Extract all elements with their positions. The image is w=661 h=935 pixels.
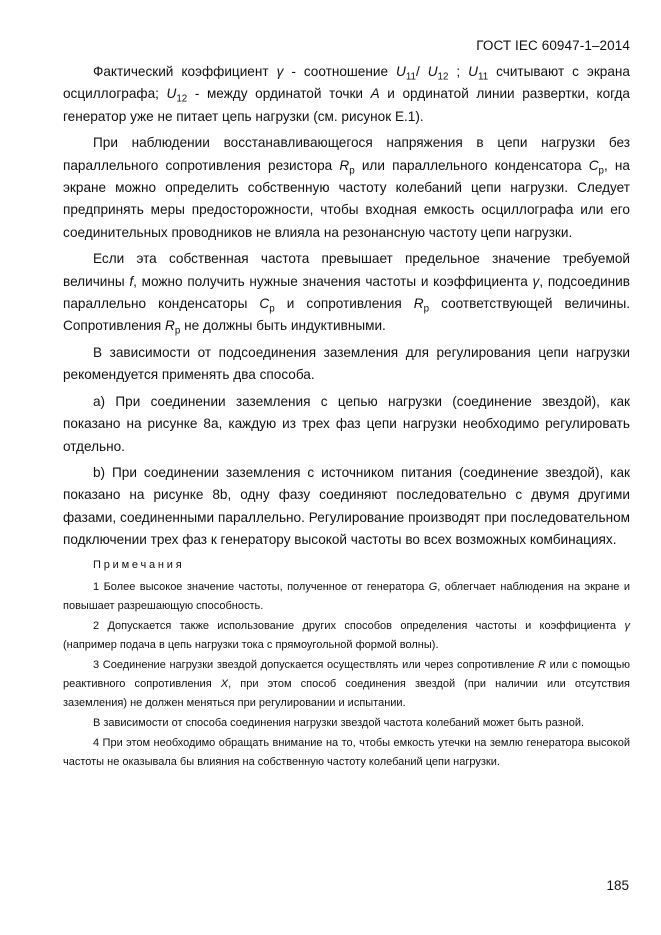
text-run: , облегчает наблюдения на экране и повышает разрешающую способность. <box>63 580 630 612</box>
text-run: 4 При этом необходимо обращать внимание на то, чтобы емкость утечки на землю генератора высокой частоты не оказывала бы влияния на собственную частоту колебаний цепи нагрузки. <box>63 736 630 768</box>
text-run: 2 Допускается также использование других способов определения частоты и коэффициента <box>93 619 625 632</box>
note <box>63 656 630 713</box>
italic-symbol: U <box>395 64 406 79</box>
italic-symbol: R <box>413 296 424 312</box>
text-run: Фактический коэффициент <box>93 64 277 79</box>
text-run: b) При соединении заземления с источником питания (соединение звездой), как показано на рисунке 8b, одну фазу соединяют последовательно с двумя другими фазами, соединенными параллельно. Регулирование производят при последовательном подключении трех фаз к генератору высокой частоты во всех возможных комбинациях. <box>63 464 630 548</box>
text-run: , можно получить нужные значения частоты и коэффициента <box>133 273 533 289</box>
text-run: В зависимости от подсоединения заземления для регулирования цепи нагрузки рекомендуется применять два способа. <box>63 344 630 383</box>
subscript-text: 11 <box>405 71 416 83</box>
subscript-text: 12 <box>437 71 449 83</box>
text-run: (например подача в цепь нагрузки тока с прямоугольной формой волны). <box>63 638 439 651</box>
italic-symbol: A <box>370 86 380 102</box>
italic-symbol: γ <box>624 619 630 632</box>
subscript-text: p <box>598 165 604 177</box>
italic-symbol: f <box>129 273 134 289</box>
text-run: и ординатой линии развертки, когда генератор уже не питает цепь нагрузки (см. рисунок Е.1). <box>63 86 630 124</box>
subscript-text: p <box>423 303 430 315</box>
note <box>63 734 630 772</box>
italic-symbol: G <box>428 580 438 593</box>
text-run: a) При соединении заземления с цепью нагрузки (соединение звездой), как показано на рисунке 8а, каждую из трех фаз цепи нагрузки необходимо регулировать отдельно. <box>63 393 630 454</box>
document-header: ГОСТ IEC 60947-1–2014 <box>476 38 630 53</box>
text-run: ; <box>448 64 469 79</box>
italic-symbol: R <box>538 658 546 671</box>
italic-symbol: R <box>165 318 175 334</box>
text-run: , при этом способ соединения звездой (при наличии или отсутствия заземления) не должен меняться при регулировании и испытании. <box>63 677 631 709</box>
paragraph <box>63 61 630 128</box>
text-run: 1 Более высокое значение частоты, полученное от генератора <box>93 580 429 593</box>
italic-symbol: γ <box>532 273 540 289</box>
notes-title: Примечания <box>93 558 185 571</box>
italic-symbol: C <box>259 296 270 312</box>
text-run: считывают с экрана осциллографа; <box>63 64 630 102</box>
text-run: / <box>415 64 428 79</box>
text-run: - соотношение <box>283 64 396 79</box>
subscript-text: p <box>349 165 355 177</box>
text-run: , на экране можно определить собственную частоту колебаний цепи нагрузки. Следует предпринять меры предосторожности, чтобы входная емкость осциллографа или его соединительных проводников не влияла на резонансную частоту цепи нагрузки. <box>63 157 630 240</box>
italic-symbol: U <box>468 64 478 79</box>
italic-symbol: γ <box>276 64 284 79</box>
paragraph <box>63 342 630 387</box>
subscript-text: 12 <box>176 94 188 106</box>
note <box>63 617 630 655</box>
paragraph <box>63 132 630 244</box>
text-run: - между ординатой точки <box>187 86 371 102</box>
italic-symbol: X <box>220 677 229 690</box>
text-run: 3 Соединение нагрузки звездой допускается осуществлять или через сопротивление <box>93 658 539 671</box>
note <box>63 578 630 616</box>
text-run: , подсоединив параллельно конденсаторы <box>63 273 630 312</box>
document-body <box>63 61 630 773</box>
text-run: не должны быть индуктивными. <box>180 318 386 334</box>
paragraph <box>63 462 630 552</box>
subscript-text: p <box>174 326 181 338</box>
text-run: Если эта собственная частота превышает предельное значение требуемой величины <box>63 251 630 289</box>
note <box>63 714 630 733</box>
italic-symbol: R <box>339 157 350 173</box>
subscript-text: 11 <box>477 71 489 83</box>
text-run: или параллельного конденсатора <box>354 157 589 173</box>
italic-symbol: C <box>588 157 599 173</box>
text-run: и сопротивления <box>274 296 414 312</box>
subscript-text: p <box>269 303 275 315</box>
paragraph <box>63 248 630 338</box>
text-run: соответствующей величины. Сопротивления <box>63 296 630 334</box>
text-run: В зависимости от способа соединения нагрузки звездой частота колебаний может быть разной. <box>93 716 585 729</box>
text-run: При наблюдении восстанавливающегося напряжения в цепи нагрузки без параллельного сопротивления резистора <box>63 135 630 173</box>
text-run: или с помощью реактивного сопротивления <box>63 658 630 690</box>
italic-symbol: U <box>427 64 438 79</box>
italic-symbol: U <box>166 86 177 102</box>
paragraph <box>63 391 630 458</box>
page-number: 185 <box>606 878 629 893</box>
